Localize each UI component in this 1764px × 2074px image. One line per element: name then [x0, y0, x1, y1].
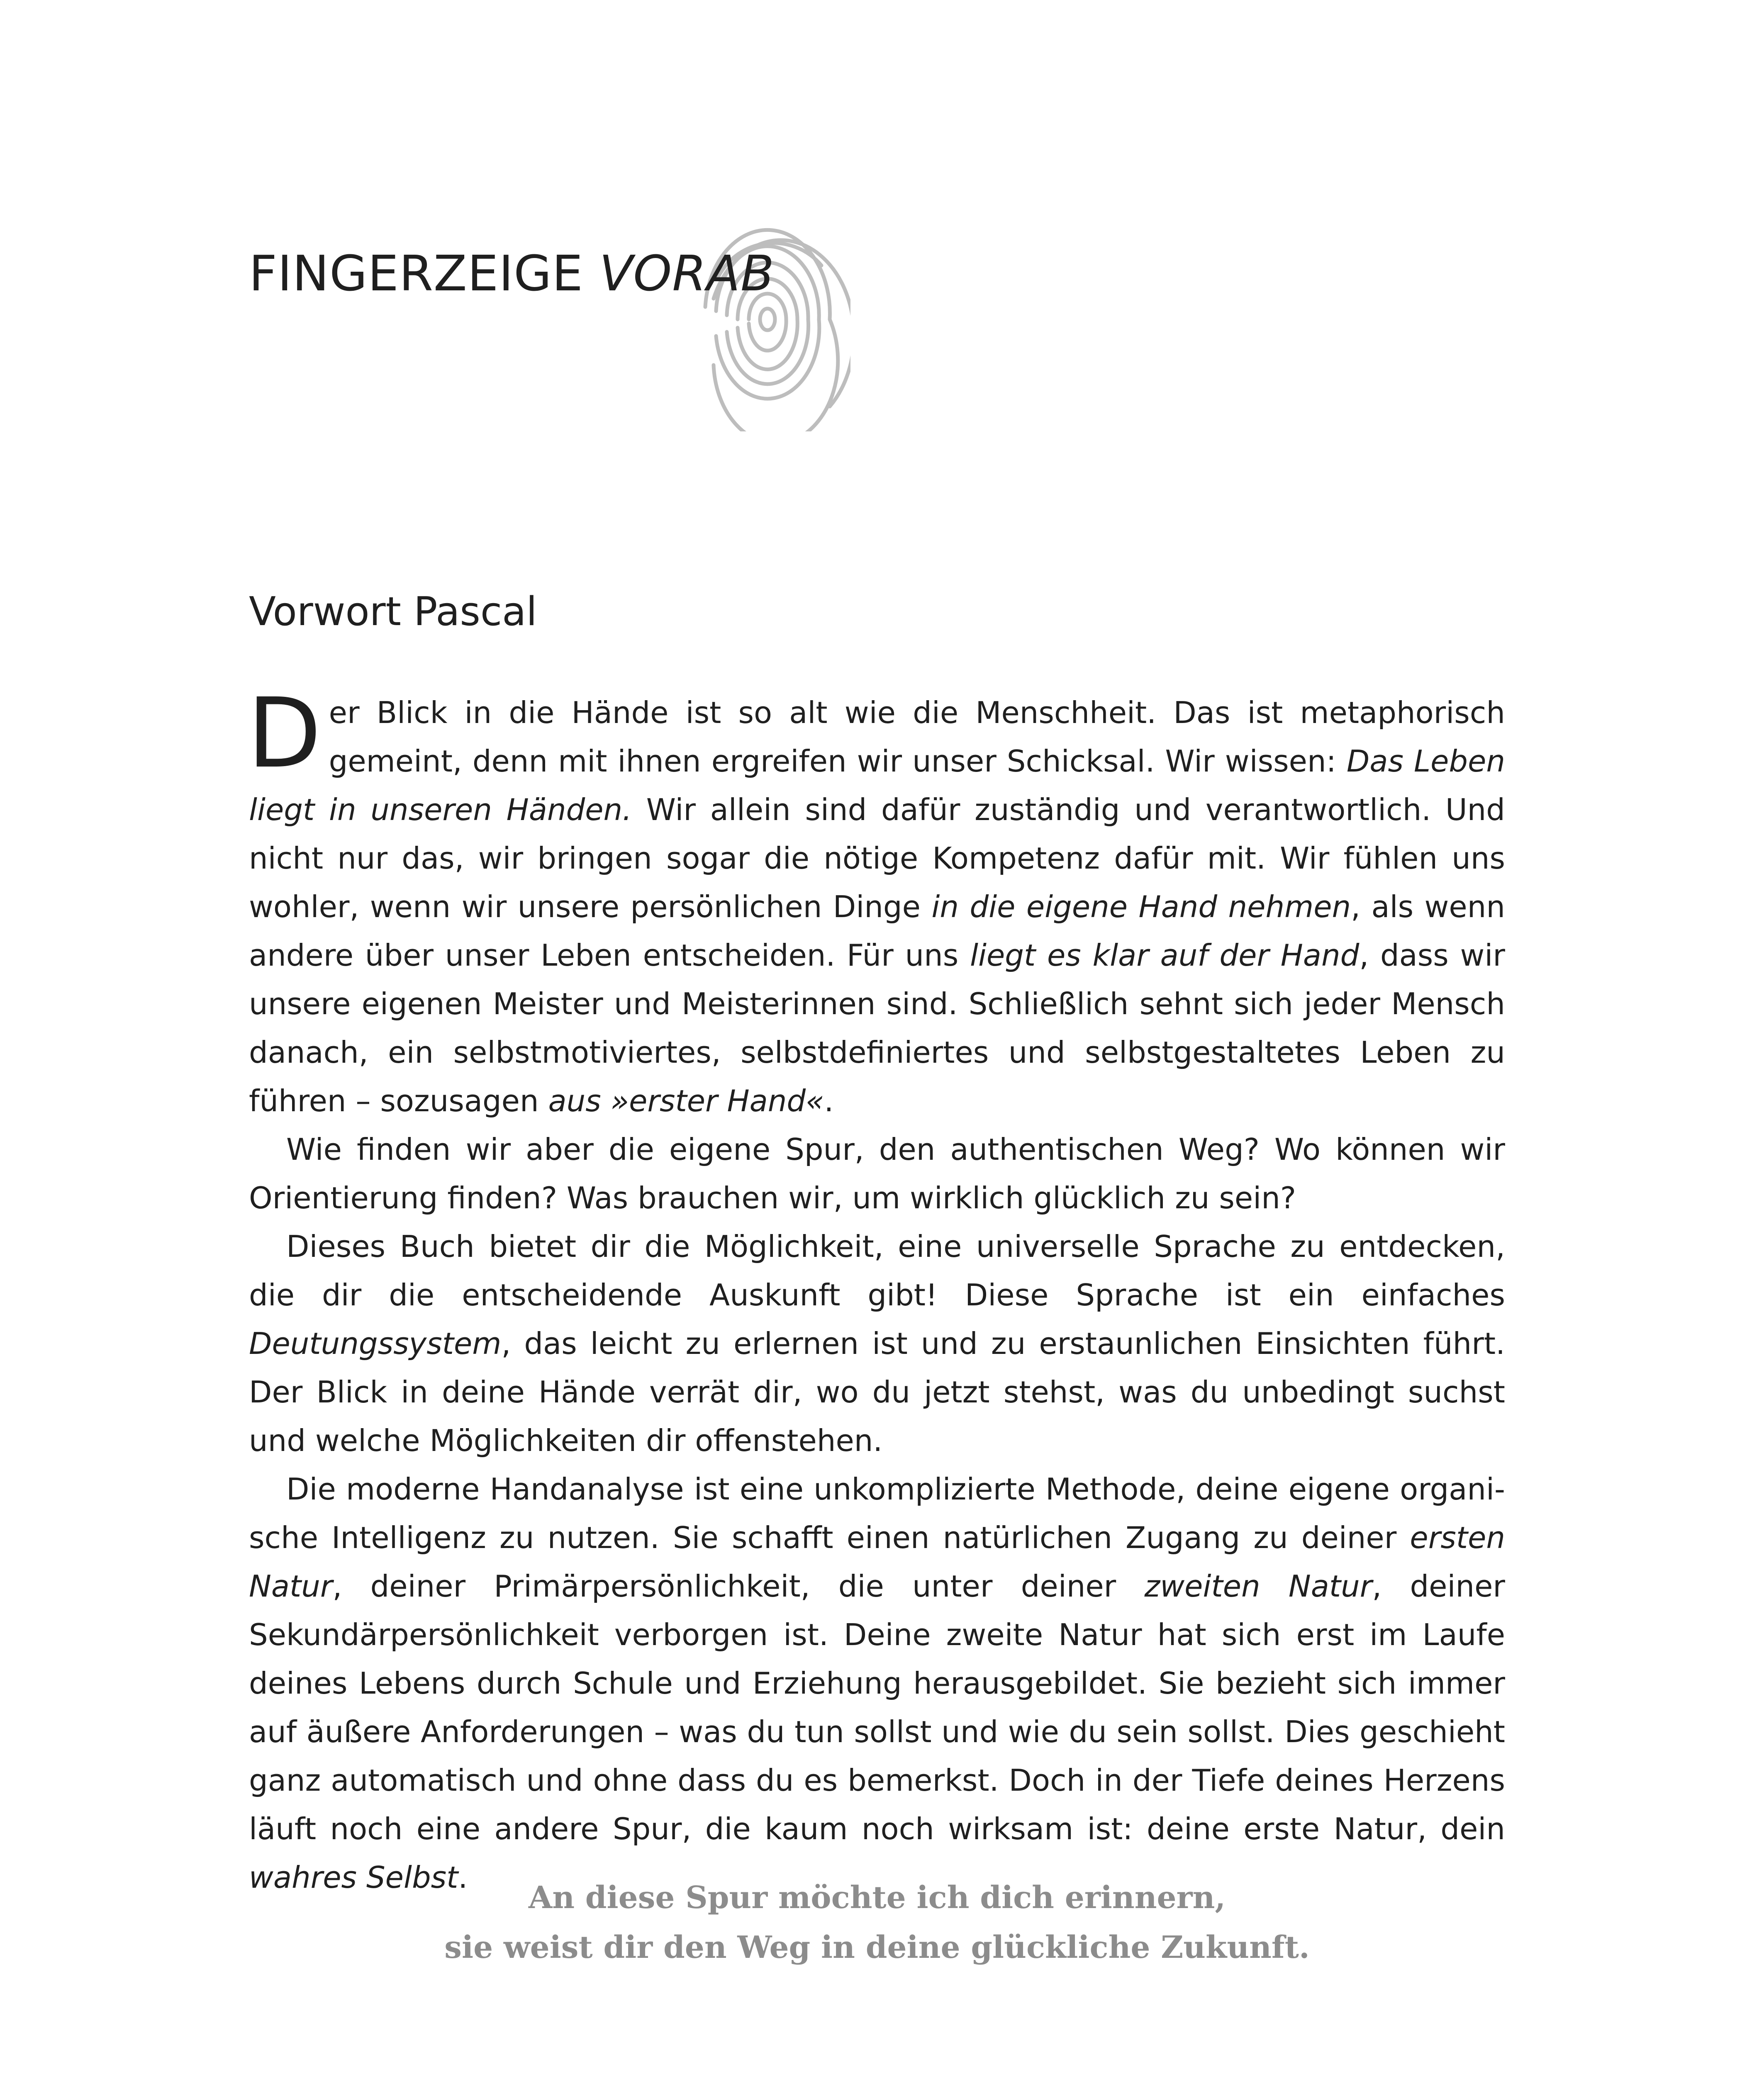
emphasis: zweiten Natur	[1144, 1569, 1372, 1604]
paragraph-3-text: Dieses Buch bietet dir die Möglichkeit, eine universelle Sprache zu entdecken, die dir die entscheidende Auskunft gibt! Diese Sprache ist ein einfaches	[249, 1229, 1505, 1312]
paragraph-4	[249, 1465, 1505, 1902]
emphasis: ersten Natur	[249, 1520, 1505, 1604]
pull-quote-line-1: An diese Spur möchte ich dich erinnern,	[528, 1880, 1226, 1916]
section-title: Vorwort Pascal	[249, 589, 537, 635]
paragraph-1	[247, 677, 1506, 1125]
chapter-title-italic: VORAB	[599, 245, 775, 302]
pull-quote-line-2: sie weist dir den Weg in deine glückliche Zukunft.	[444, 1930, 1310, 1965]
paragraph-1-text: , als wenn andere über unser Leben entscheiden. Für uns	[249, 889, 1505, 973]
emphasis: liegt es klar auf der Hand	[970, 938, 1360, 973]
paragraph-3-text: , das leicht zu erlernen ist und zu erstaunlichen Einsichten führt. Der Blick in deine Hände verrät dir, wo du jetzt stehst, was du unbedingt suchst und welche Möglichkeiten dir offenstehen.	[249, 1326, 1505, 1458]
paragraph-1-text: , dass wir unsere eigenen Meister und Meisterinnen sind. Schließlich sehnt sich jeder Mensch danach, ein selbstmotiviertes, selbstdefiniertes und selbstgestaltetes Leben zu führen – sozusagen	[249, 938, 1506, 1118]
paragraph-1-text: .	[824, 1083, 834, 1118]
paragraph-3	[249, 1222, 1505, 1465]
drop-cap: D	[247, 677, 322, 789]
emphasis: in die eigene Hand nehmen	[931, 889, 1351, 924]
emphasis: Deutungssystem	[249, 1326, 502, 1361]
paragraph-4-text: .	[458, 1860, 468, 1895]
paragraph-1-text: er Blick in die Hände ist so alt wie die Menschheit. Das ist metaphorisch gemeint, denn mit ihnen ergreifen wir unser Schicksal. Wir wissen:	[329, 695, 1505, 779]
body-text	[247, 677, 1506, 1902]
emphasis: aus »erster Hand«	[548, 1083, 824, 1118]
paragraph-4-text: , deiner Sekundärpersönlichkeit verborgen ist. Deine zweite Natur hat sich erst im Laufe deines Lebens durch Schule und Erziehung herausgebildet. Sie bezieht sich immer auf äußere Anforderungen – was du tun sollst und wie du sein sollst. Dies geschieht ganz automatisch und ohne dass du es bemerkst. Doch in der Tiefe deines Herzens läuft noch eine andere Spur, die kaum noch wirksam ist: deine erste Natur, dein	[249, 1569, 1505, 1846]
emphasis: Das Leben liegt in unseren Händen.	[249, 744, 1505, 827]
pull-quote	[249, 1873, 1505, 1972]
paragraph-1-text: Wir allein sind dafür zuständig und verantwortlich. Und nicht nur das, wir bringen sogar die nötige Kompetenz dafür mit. Wir fühlen uns wohler, wenn wir unsere persönlichen Dinge	[249, 792, 1506, 924]
paragraph-4-text: Die moderne Handanalyse ist eine unkomplizierte Methode, deine eigene organische Intelligenz zu nutzen. Sie schafft einen natürlichen Zugang zu deiner	[249, 1472, 1505, 1555]
emphasis: wahres Selbst	[249, 1860, 458, 1895]
chapter-title-regular: FINGERZEIGE	[249, 245, 584, 302]
paragraph-4-text: , deiner Primärpersönlichkeit, die unter deiner	[332, 1569, 1145, 1604]
paragraph-2: Wie finden wir aber die eigene Spur, den authentischen Weg? Wo können wir Orientierung finden? Was brauchen wir, um wirklich glücklich zu sein?	[249, 1132, 1505, 1215]
chapter-title	[249, 245, 775, 302]
